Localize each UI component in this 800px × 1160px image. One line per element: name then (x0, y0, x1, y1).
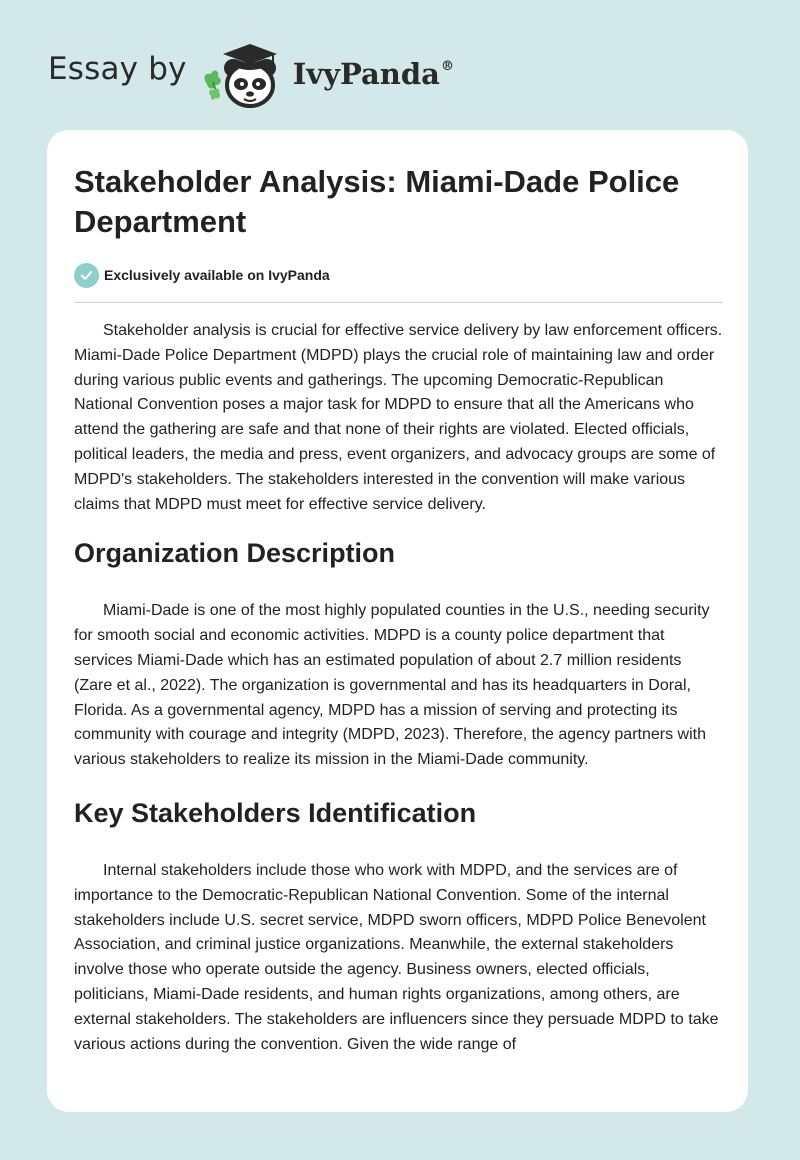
exclusive-badge-label: Exclusively available on IvyPanda (104, 267, 330, 283)
organization-paragraph: Miami-Dade is one of the most highly populated counties in the U.S., needing security for smooth social and economic activities. MDPD is a county police department that services Miami-Dade which has an estimated population of about 2.7 million residents (Zare et al., 2022). The organization is governmental and has its headquarters in Doral, Florida. As a governmental agency, MDPD has a mission of serving and protecting its community with courage and integrity (MDPD, 2023). Therefore, the agency partners with various stakeholders to realize its mission in the Miami-Dade community. (74, 602, 710, 769)
check-circle-icon (74, 263, 99, 288)
brand-name[interactable] (293, 57, 454, 91)
essay-content (74, 162, 724, 1057)
exclusive-badge (74, 262, 724, 288)
intro-paragraph: Stakeholder analysis is crucial for effective service delivery by law enforcement officers. Miami-Dade Police Department (MDPD) plays the crucial role of maintaining law and order during various public events and gatherings. The upcoming Democratic-Republican National Convention poses a major task for MDPD to ensure that all the Americans who attend the gathering are safe and that none of their rights are violated. Elected officials, political leaders, the media and press, event organizers, and advocacy groups are some of MDPD's stakeholders. The stakeholders interested in the convention will make various claims that MDPD must meet for effective service delivery. (74, 322, 723, 513)
essay-by-label: Essay by (48, 51, 187, 87)
ivypanda-logo-icon[interactable] (199, 32, 287, 112)
registered-mark: ® (440, 59, 454, 74)
title-divider (74, 302, 723, 303)
essay-card (47, 130, 748, 1112)
section-heading-stakeholders: Key Stakeholders Identification (74, 797, 477, 828)
section-heading-organization: Organization Description (74, 538, 396, 569)
site-header (48, 32, 454, 112)
brand-label: IvyPanda (292, 57, 440, 91)
essay-title: Stakeholder Analysis: Miami-Dade Police Department (74, 164, 680, 239)
stakeholders-paragraph: Internal stakeholders include those who work with MDPD, and the services are of importance to the Democratic-Republican National Convention. Some of the internal stakeholders include U.S. secret service, MDPD sworn officers, MDPD Police Benevolent Association, and criminal justice organizations. Meanwhile, the external stakeholders involve those who operate outside the agency. Business owners, elected officials, politicians, Miami-Dade residents, and human rights organizations, among others, are external stakeholders. The stakeholders are influencers since they persuade MDPD to take various actions during the convention. Given the wide range of (74, 861, 719, 1053)
